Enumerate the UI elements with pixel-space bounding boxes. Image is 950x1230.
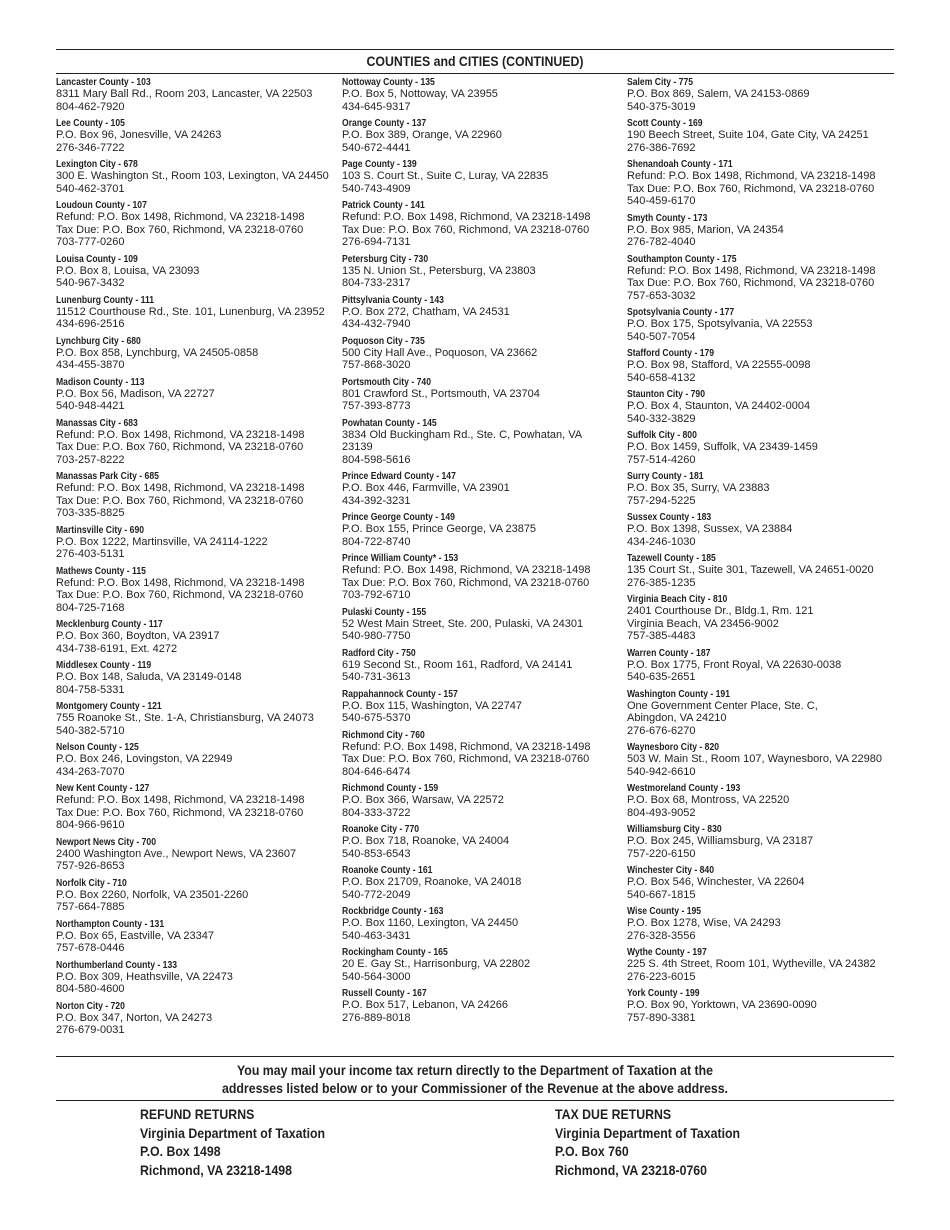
locality-name: Warren County - 187 [627, 646, 711, 659]
locality-address-line: P.O. Box 1459, Suffolk, VA 23439-1459 [627, 441, 818, 453]
locality-address-line: P.O. Box 309, Heathsville, VA 22473 [56, 970, 233, 983]
locality-address-line: Refund: P.O. Box 1498, Richmond, VA 23218-1498 [342, 564, 591, 576]
directory-entry [627, 511, 917, 548]
directory-entry [627, 212, 917, 249]
directory-entry [56, 117, 346, 154]
locality-name: Prince William County* - 153 [342, 552, 459, 564]
directory-entry [56, 741, 346, 778]
locality-name: Wise County - 195 [627, 905, 702, 917]
directory-entry [56, 470, 346, 520]
locality-address-line: P.O. Box 2260, Norfolk, VA 23501-2260 [56, 888, 249, 901]
locality-name: Lee County - 105 [56, 117, 125, 129]
locality-phone: 757-868-3020 [342, 359, 411, 371]
locality-phone: 757-664-7885 [56, 901, 125, 913]
locality-phone: 540-459-6170 [627, 195, 696, 207]
locality-name: Winchester City - 840 [627, 864, 715, 876]
locality-phone: 276-889-8018 [342, 1011, 411, 1024]
locality-phone: 757-926-8653 [56, 860, 125, 872]
locality-name: Smyth County - 173 [627, 211, 708, 224]
directory-entry [627, 470, 917, 507]
locality-address-line: P.O. Box 21709, Roanoke, VA 24018 [342, 876, 522, 888]
locality-phone: 703-335-8825 [56, 507, 125, 519]
locality-phone: 276-676-6270 [627, 724, 696, 737]
locality-address-line: Refund: P.O. Box 1498, Richmond, VA 23218-1498 [56, 428, 305, 441]
locality-address-line: 503 W. Main St., Room 107, Waynesboro, VA 22980 [627, 753, 882, 765]
locality-name: Rappahannock County - 157 [342, 687, 458, 700]
directory-entry [342, 417, 632, 467]
locality-address-line: P.O. Box 65, Eastville, VA 23347 [56, 929, 214, 942]
directory-entry [342, 782, 632, 819]
directory-entry [342, 199, 632, 249]
directory-entry [627, 117, 917, 154]
locality-address-line: Tax Due: P.O. Box 760, Richmond, VA 23218-0760 [342, 576, 590, 589]
refund-returns-org: Virginia Department of Taxation [140, 1124, 326, 1141]
directory-entry [56, 76, 346, 113]
locality-address-line: P.O. Box 56, Madison, VA 22727 [56, 387, 215, 400]
locality-name: Sussex County - 183 [627, 511, 712, 523]
locality-name: Mathews County - 115 [56, 564, 146, 577]
locality-address-line: 52 West Main Street, Ste. 200, Pulaski, VA 24301 [342, 617, 584, 630]
locality-name: York County - 199 [627, 987, 700, 999]
locality-name: Louisa County - 109 [56, 252, 138, 265]
locality-phone: 757-393-8773 [342, 400, 411, 412]
locality-address-line: 20 E. Gay St., Harrisonburg, VA 22802 [342, 958, 531, 970]
directory-entry [627, 158, 917, 208]
locality-phone: 276-403-5131 [56, 548, 125, 560]
directory-entry [56, 1000, 346, 1037]
locality-name: Montgomery County - 121 [56, 700, 162, 712]
locality-name: Portsmouth City - 740 [342, 375, 431, 388]
directory-entry [342, 905, 632, 942]
locality-name: Mecklenburg County - 117 [56, 618, 163, 630]
directory-entry [342, 946, 632, 983]
directory-entry [56, 700, 346, 737]
locality-phone: 757-514-4260 [627, 453, 696, 466]
directory-entry [627, 347, 917, 384]
locality-name: Pulaski County - 155 [342, 605, 427, 618]
locality-address-line: 755 Roanoke St., Ste. 1-A, Christiansburg, VA 24073 [56, 712, 314, 724]
locality-name: Roanoke County - 161 [342, 864, 433, 876]
locality-phone: 276-694-7131 [342, 236, 411, 248]
locality-name: New Kent County - 127 [56, 782, 150, 794]
locality-name: Manassas Park City - 685 [56, 470, 159, 482]
locality-address-line: Refund: P.O. Box 1498, Richmond, VA 23218-1498 [342, 740, 591, 753]
locality-address-line: P.O. Box 446, Farmville, VA 23901 [342, 482, 510, 494]
locality-phone: 434-432-7940 [342, 318, 411, 330]
locality-address-line: 300 E. Washington St., Room 103, Lexington, VA 24450 [56, 170, 329, 182]
locality-address-line: Tax Due: P.O. Box 760, Richmond, VA 23218-0760 [56, 441, 304, 453]
locality-phone: 804-966-9610 [56, 819, 125, 831]
locality-phone: 540-853-6543 [342, 847, 411, 860]
locality-phone: 434-455-3870 [56, 359, 125, 371]
locality-phone: 434-696-2516 [56, 318, 125, 330]
locality-name: Washington County - 191 [627, 687, 731, 700]
locality-address-line: 225 S. 4th Street, Room 101, Wytheville, VA 24382 [627, 958, 876, 970]
locality-address-line: Tax Due: P.O. Box 760, Richmond, VA 23218-0760 [627, 182, 875, 195]
locality-phone: 757-653-3032 [627, 289, 696, 302]
directory-entry [342, 647, 632, 684]
locality-phone: 804-722-8740 [342, 535, 411, 548]
locality-address-line: P.O. Box 546, Winchester, VA 22604 [627, 876, 805, 888]
title-rule [56, 73, 894, 74]
locality-address-line: Tax Due: P.O. Box 760, Richmond, VA 23218-0760 [56, 589, 304, 601]
locality-address-line: Refund: P.O. Box 1498, Richmond, VA 23218-1498 [342, 211, 591, 223]
tax-due-returns-address [555, 1105, 740, 1179]
directory-entry [56, 335, 346, 372]
locality-address-line: P.O. Box 246, Lovingston, VA 22949 [56, 753, 233, 765]
locality-phone: 703-257-8222 [56, 453, 125, 466]
notice-top-rule [56, 1056, 894, 1057]
locality-phone: 540-667-1815 [627, 888, 696, 901]
locality-phone: 434-246-1030 [627, 535, 696, 548]
locality-address-line: P.O. Box 8, Louisa, VA 23093 [56, 264, 200, 277]
locality-phone: 276-386-7692 [627, 141, 696, 154]
tax-due-returns-heading: TAX DUE RETURNS [555, 1106, 672, 1122]
directory-entry [342, 158, 632, 195]
locality-address-line: Tax Due: P.O. Box 760, Richmond, VA 23218-0760 [56, 223, 304, 236]
locality-phone: 757-890-3381 [627, 1011, 696, 1024]
locality-address-line: Abingdon, VA 24210 [627, 712, 727, 724]
locality-address-line: 11512 Courthouse Rd., Ste. 101, Lunenburg, VA 23952 [56, 305, 325, 318]
locality-address-line: P.O. Box 858, Lynchburg, VA 24505-0858 [56, 346, 259, 359]
locality-address-line: 190 Beech Street, Suite 104, Gate City, VA 24251 [627, 129, 869, 141]
page-title: COUNTIES and CITIES (CONTINUED) [366, 53, 584, 69]
directory-entry [342, 511, 632, 548]
locality-name: Richmond County - 159 [342, 782, 439, 794]
locality-name: Northumberland County - 133 [56, 958, 178, 971]
directory-entry [342, 552, 632, 602]
locality-address-line: Refund: P.O. Box 1498, Richmond, VA 23218-1498 [56, 211, 305, 223]
directory-entry [627, 429, 917, 466]
locality-phone: 757-385-4483 [627, 630, 696, 642]
locality-address-line: P.O. Box 985, Marion, VA 24354 [627, 223, 784, 236]
locality-phone: 804-493-9052 [627, 806, 696, 819]
locality-address-line: P.O. Box 347, Norton, VA 24273 [56, 1011, 213, 1024]
mailing-notice [106, 1061, 843, 1097]
locality-address-line: 135 N. Union St., Petersburg, VA 23803 [342, 264, 536, 277]
directory-entry [627, 864, 917, 901]
directory-column-2 [342, 76, 632, 1028]
locality-phone: 804-758-5331 [56, 683, 125, 696]
locality-address-line: Tax Due: P.O. Box 760, Richmond, VA 23218-0760 [342, 753, 590, 765]
locality-address-line: Refund: P.O. Box 1498, Richmond, VA 23218-1498 [56, 576, 305, 589]
locality-phone: 540-731-3613 [342, 671, 411, 683]
locality-phone: 540-967-3432 [56, 277, 125, 289]
locality-address-line: Refund: P.O. Box 1498, Richmond, VA 23218-1498 [627, 264, 876, 277]
directory-entry [56, 376, 346, 413]
directory-entry [56, 877, 346, 914]
directory-entry [342, 470, 632, 507]
directory-column-3 [627, 76, 917, 1028]
locality-address-line: P.O. Box 1278, Wise, VA 24293 [627, 917, 781, 929]
directory-entry [56, 918, 346, 955]
locality-phone: 276-346-7722 [56, 141, 125, 154]
locality-address-line: P.O. Box 869, Salem, VA 24153-0869 [627, 88, 810, 100]
locality-phone: 540-948-4421 [56, 400, 125, 412]
locality-phone: 757-294-5225 [627, 494, 696, 507]
directory-entry [56, 199, 346, 249]
locality-phone: 804-733-2317 [342, 277, 411, 289]
locality-phone: 276-328-3556 [627, 929, 696, 942]
locality-name: Roanoke City - 770 [342, 823, 420, 835]
locality-address-line: P.O. Box 366, Warsaw, VA 22572 [342, 794, 504, 806]
locality-name: Scott County - 169 [627, 117, 703, 129]
directory-entry [342, 606, 632, 643]
locality-phone: 804-580-4600 [56, 983, 125, 995]
locality-address-line: Tax Due: P.O. Box 760, Richmond, VA 23218-0760 [56, 806, 304, 819]
locality-name: Madison County - 113 [56, 375, 145, 388]
locality-phone: 276-385-1235 [627, 576, 696, 589]
directory-entry [342, 864, 632, 901]
locality-phone: 276-782-4040 [627, 236, 696, 248]
locality-address-line: 2401 Courthouse Dr., Bldg.1, Rm. 121 [627, 605, 814, 617]
refund-returns-city: Richmond, VA 23218-1498 [140, 1161, 293, 1178]
locality-address-line: P.O. Box 272, Chatham, VA 24531 [342, 305, 510, 318]
locality-address-line: P.O. Box 1222, Martinsville, VA 24114-1222 [56, 535, 268, 548]
directory-entry [342, 117, 632, 154]
locality-phone: 804-333-3722 [342, 806, 411, 819]
locality-phone: 540-332-3829 [627, 412, 696, 425]
locality-phone: 540-675-5370 [342, 712, 411, 724]
directory-entry [56, 565, 346, 615]
locality-name: Manassas City - 683 [56, 416, 138, 429]
directory-entry [627, 593, 917, 643]
locality-phone: 276-223-6015 [627, 970, 696, 983]
locality-address-line: Refund: P.O. Box 1498, Richmond, VA 23218-1498 [627, 170, 876, 182]
locality-address-line: 135 Court St., Suite 301, Tazewell, VA 24651-0020 [627, 564, 874, 576]
mailing-notice-line-1: You may mail your income tax return directly to the Department of Taxation at the [236, 1062, 713, 1078]
locality-address-line: P.O. Box 1775, Front Royal, VA 22630-0038 [627, 658, 842, 671]
locality-phone: 804-725-7168 [56, 601, 125, 614]
directory-entry [627, 552, 917, 589]
locality-address-line: P.O. Box 245, Williamsburg, VA 23187 [627, 835, 814, 847]
locality-name: Northampton County - 131 [56, 917, 165, 930]
locality-phone: 703-792-6710 [342, 589, 411, 601]
tax-due-returns-box: P.O. Box 760 [555, 1143, 629, 1159]
locality-address-line: P.O. Box 115, Washington, VA 22747 [342, 699, 522, 712]
locality-name: Lancaster County - 103 [56, 76, 151, 88]
locality-name: Williamsburg City - 830 [627, 823, 722, 835]
locality-address-line: 3834 Old Buckingham Rd., Ste. C, Powhatan, VA [342, 428, 583, 441]
locality-address-line: P.O. Box 5, Nottoway, VA 23955 [342, 88, 498, 100]
locality-address-line: 2400 Washington Ave., Newport News, VA 23607 [56, 847, 297, 860]
locality-phone: 804-646-6474 [342, 765, 411, 778]
top-rule [56, 49, 894, 50]
mailing-notice-line-2: addresses listed below or to your Commissioner of the Revenue at the above address. [222, 1080, 728, 1096]
locality-name: Lexington City - 678 [56, 158, 138, 170]
locality-address-line: Tax Due: P.O. Box 760, Richmond, VA 23218-0760 [342, 223, 590, 236]
directory-entry [627, 905, 917, 942]
locality-name: Prince George County - 149 [342, 511, 455, 523]
locality-name: Lunenburg County - 111 [56, 293, 155, 306]
locality-name: Prince Edward County - 147 [342, 470, 456, 482]
refund-returns-heading: REFUND RETURNS [140, 1106, 255, 1122]
locality-phone: 540-635-2651 [627, 671, 696, 683]
locality-address-line: P.O. Box 90, Yorktown, VA 23690-0090 [627, 999, 817, 1011]
directory-entry [627, 823, 917, 860]
locality-name: Powhatan County - 145 [342, 416, 437, 429]
locality-address-line: P.O. Box 35, Surry, VA 23883 [627, 482, 770, 494]
directory-entry [56, 294, 346, 331]
locality-address-line: P.O. Box 389, Orange, VA 22960 [342, 129, 502, 141]
locality-phone: 434-645-9317 [342, 100, 411, 113]
locality-address-line: P.O. Box 4, Staunton, VA 24402-0004 [627, 400, 811, 412]
locality-address-line: One Government Center Place, Ste. C, [627, 699, 818, 712]
locality-name: Middlesex County - 119 [56, 659, 152, 671]
directory-entry [342, 253, 632, 290]
locality-name: Pittsylvania County - 143 [342, 293, 444, 306]
directory-entry [627, 76, 917, 113]
directory-entry [56, 417, 346, 467]
locality-phone: 540-382-5710 [56, 724, 125, 737]
locality-phone: 540-980-7750 [342, 630, 411, 642]
locality-phone: 540-375-3019 [627, 100, 696, 113]
locality-address-line: 619 Second St., Room 161, Radford, VA 24141 [342, 658, 573, 671]
locality-name: Nelson County - 125 [56, 741, 139, 753]
locality-address-line: Refund: P.O. Box 1498, Richmond, VA 23218-1498 [56, 794, 305, 806]
locality-phone: 434-392-3231 [342, 494, 411, 507]
directory-entry [627, 647, 917, 684]
locality-name: Spotsylvania County - 177 [627, 306, 735, 318]
locality-address-line: Tax Due: P.O. Box 760, Richmond, VA 23218-0760 [627, 277, 875, 289]
locality-address-line: Refund: P.O. Box 1498, Richmond, VA 23218-1498 [56, 482, 305, 494]
tax-due-returns-city: Richmond, VA 23218-0760 [555, 1161, 708, 1178]
locality-address-line: P.O. Box 68, Montross, VA 22520 [627, 794, 790, 806]
locality-name: Richmond City - 760 [342, 728, 425, 741]
directory-entry [56, 782, 346, 832]
locality-address-line: P.O. Box 517, Lebanon, VA 24266 [342, 999, 508, 1011]
locality-name: Southampton County - 175 [627, 252, 737, 265]
locality-address-line: 103 S. Court St., Suite C, Luray, VA 22835 [342, 170, 549, 182]
directory-entry [56, 618, 346, 655]
locality-name: Salem City - 775 [627, 76, 694, 88]
directory-entry [56, 524, 346, 561]
locality-phone: 703-777-0260 [56, 236, 125, 248]
notice-bottom-rule [56, 1100, 894, 1101]
directory-entry [627, 388, 917, 425]
directory-entry [56, 158, 346, 195]
directory-entry [627, 253, 917, 303]
directory-entry [627, 946, 917, 983]
locality-address-line: P.O. Box 148, Saluda, VA 23149-0148 [56, 671, 242, 683]
directory-entry [56, 836, 346, 873]
locality-phone: 434-263-7070 [56, 765, 125, 778]
directory-entry [627, 782, 917, 819]
directory-entry [342, 376, 632, 413]
locality-address-line: P.O. Box 360, Boydton, VA 23917 [56, 630, 220, 642]
directory-entry [627, 741, 917, 778]
locality-address-line: 500 City Hall Ave., Poquoson, VA 23662 [342, 346, 538, 359]
locality-name: Virginia Beach City - 810 [627, 593, 728, 605]
locality-name: Poquoson City - 735 [342, 334, 425, 347]
directory-entry [56, 659, 346, 696]
locality-name: Rockingham County - 165 [342, 946, 448, 958]
locality-name: Russell County - 167 [342, 987, 427, 999]
locality-address-line: P.O. Box 1160, Lexington, VA 24450 [342, 917, 519, 929]
directory-entry [627, 987, 917, 1024]
directory-entry [342, 688, 632, 725]
refund-returns-address [140, 1105, 325, 1179]
locality-phone: 540-564-3000 [342, 970, 411, 983]
locality-phone: 757-220-6150 [627, 847, 696, 860]
locality-phone: 804-462-7920 [56, 100, 125, 113]
locality-name: Surry County - 181 [627, 470, 704, 482]
directory-entry [342, 294, 632, 331]
locality-name: Patrick County - 141 [342, 199, 425, 211]
directory-entry [627, 306, 917, 343]
locality-address-line: 23139 [342, 441, 373, 453]
locality-name: Westmoreland County - 193 [627, 782, 741, 794]
directory-column-1 [56, 76, 346, 1041]
locality-name: Rockbridge County - 163 [342, 905, 444, 917]
locality-phone: 540-507-7054 [627, 330, 696, 343]
locality-phone: 540-462-3701 [56, 182, 125, 195]
locality-phone: 540-772-2049 [342, 888, 411, 901]
directory-entry [56, 253, 346, 290]
locality-name: Stafford County - 179 [627, 347, 715, 359]
locality-address-line: Virginia Beach, VA 23456-9002 [627, 617, 779, 630]
locality-address-line: P.O. Box 155, Prince George, VA 23875 [342, 523, 537, 535]
locality-name: Newport News City - 700 [56, 835, 157, 848]
locality-name: Waynesboro City - 820 [627, 741, 720, 753]
directory-entry [342, 76, 632, 113]
locality-name: Norton City - 720 [56, 999, 125, 1012]
locality-name: Page County - 139 [342, 158, 417, 170]
locality-address-line: P.O. Box 96, Jonesville, VA 24263 [56, 129, 222, 141]
locality-address-line: P.O. Box 718, Roanoke, VA 24004 [342, 835, 510, 847]
locality-name: Martinsville City - 690 [56, 523, 145, 536]
directory-entry [342, 335, 632, 372]
locality-name: Shenandoah County - 171 [627, 158, 733, 170]
locality-name: Radford City - 750 [342, 646, 416, 659]
locality-address-line: P.O. Box 98, Stafford, VA 22555-0098 [627, 359, 811, 371]
directory-entry [342, 729, 632, 779]
locality-name: Loudoun County - 107 [56, 199, 147, 211]
locality-phone: 540-743-4909 [342, 182, 411, 195]
locality-phone: 757-678-0446 [56, 942, 125, 954]
locality-name: Norfolk City - 710 [56, 876, 127, 889]
locality-address-line: 801 Crawford St., Portsmouth, VA 23704 [342, 387, 540, 400]
locality-name: Petersburg City - 730 [342, 252, 429, 265]
locality-name: Lynchburg City - 680 [56, 334, 141, 347]
locality-name: Wythe County - 197 [627, 946, 707, 958]
locality-phone: 540-942-6610 [627, 765, 696, 778]
locality-name: Suffolk City - 800 [627, 429, 697, 441]
locality-address-line: 8311 Mary Ball Rd., Room 203, Lancaster, VA 22503 [56, 88, 313, 100]
locality-address-line: Tax Due: P.O. Box 760, Richmond, VA 23218-0760 [56, 494, 304, 507]
locality-phone: 804-598-5616 [342, 453, 411, 466]
locality-name: Tazewell County - 185 [627, 552, 716, 564]
locality-phone: 540-463-3431 [342, 929, 411, 942]
locality-phone: 540-672-4441 [342, 141, 411, 154]
locality-address-line: P.O. Box 175, Spotsylvania, VA 22553 [627, 318, 813, 330]
directory-entry [342, 987, 632, 1024]
locality-name: Staunton City - 790 [627, 388, 705, 400]
locality-phone: 540-658-4132 [627, 371, 696, 384]
directory-entry [342, 823, 632, 860]
locality-address-line: P.O. Box 1398, Sussex, VA 23884 [627, 523, 793, 535]
locality-name: Orange County - 137 [342, 117, 427, 129]
directory-entry [627, 688, 917, 738]
directory-entry [56, 959, 346, 996]
locality-phone: 276-679-0031 [56, 1024, 125, 1036]
locality-name: Nottoway County - 135 [342, 76, 435, 88]
locality-phone: 434-738-6191, Ext. 4272 [56, 642, 178, 655]
refund-returns-box: P.O. Box 1498 [140, 1143, 221, 1159]
tax-due-returns-org: Virginia Department of Taxation [555, 1124, 741, 1141]
